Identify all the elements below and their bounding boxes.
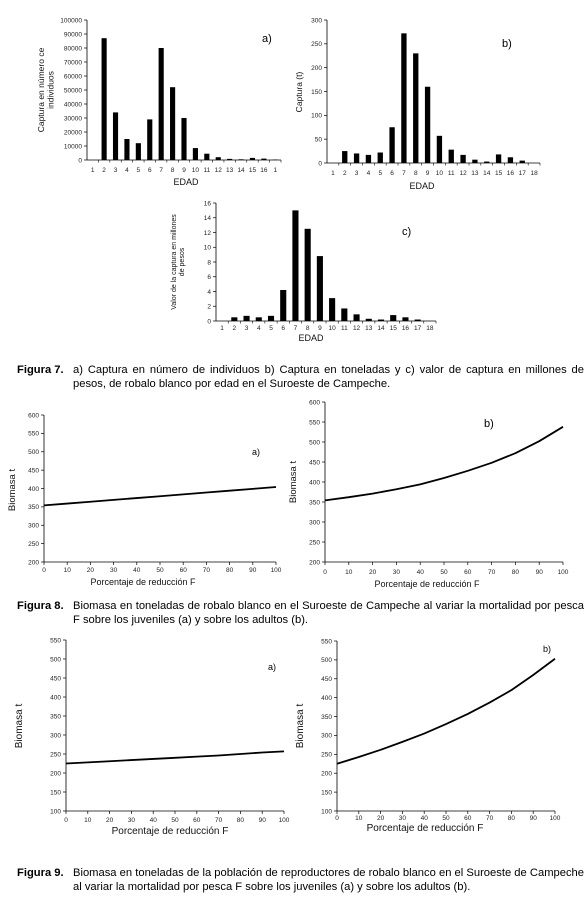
x-tick-label: 70 xyxy=(214,817,223,824)
x-tick-label: 2 xyxy=(342,170,347,177)
panel-label: a) xyxy=(262,33,272,45)
bar xyxy=(102,38,107,160)
x-axis-label: Porcentaje de reducción F xyxy=(90,577,196,587)
x-tick-label: 13 xyxy=(365,325,373,332)
bar xyxy=(181,118,186,160)
x-tick-label: 10 xyxy=(345,569,353,576)
y-tick-label: 40000 xyxy=(63,101,82,109)
y-tick-label: 0 xyxy=(78,157,82,165)
bar xyxy=(292,210,298,321)
y-tick-label: 16 xyxy=(203,200,211,208)
y-tick-label: 100 xyxy=(321,808,332,816)
x-tick-label: 7 xyxy=(402,170,406,177)
x-tick-label: 70 xyxy=(485,815,494,822)
y-tick-label: 500 xyxy=(321,657,332,665)
figure-8-caption xyxy=(17,599,584,629)
x-tick-label: 1 xyxy=(331,170,335,177)
figure-8-label: Figura 8. xyxy=(17,600,64,612)
x-tick-label: 2 xyxy=(232,325,237,332)
bar xyxy=(170,87,175,160)
bar xyxy=(329,298,335,321)
y-axis-label: Biomasa t xyxy=(288,460,299,504)
bar xyxy=(244,316,250,321)
x-tick-label: 50 xyxy=(440,569,448,576)
x-tick-label: 7 xyxy=(159,167,163,174)
x-tick-label: 70 xyxy=(487,569,496,576)
bar xyxy=(113,112,118,160)
y-tick-label: 500 xyxy=(50,656,61,664)
y-tick-label: 80000 xyxy=(63,45,82,53)
y-tick-label: 250 xyxy=(311,41,322,49)
panel-label: c) xyxy=(402,226,412,238)
x-tick-label: 13 xyxy=(226,167,234,174)
x-tick-label: 16 xyxy=(260,167,268,174)
x-tick-label: 17 xyxy=(414,325,422,332)
x-tick-label: 30 xyxy=(392,569,401,576)
y-tick-label: 250 xyxy=(28,540,39,548)
x-tick-label: 16 xyxy=(506,170,515,177)
y-tick-label: 14 xyxy=(203,215,211,223)
bar xyxy=(341,308,347,321)
panel-label: b) xyxy=(543,644,552,654)
y-tick-label: 70000 xyxy=(63,59,82,67)
y-tick-label: 90000 xyxy=(63,31,82,39)
bar xyxy=(317,256,323,321)
bar xyxy=(520,161,525,163)
x-axis-label: Porcentaje de reducción F xyxy=(374,579,480,589)
bar xyxy=(472,160,477,163)
x-tick-label: 4 xyxy=(256,325,261,332)
x-tick-label: 60 xyxy=(464,569,472,576)
bar xyxy=(413,53,418,163)
x-tick-label: 5 xyxy=(378,170,383,177)
x-tick-label: 90 xyxy=(529,815,537,822)
x-tick-label: 20 xyxy=(86,567,95,574)
x-tick-label: 80 xyxy=(236,817,245,824)
x-tick-label: 100 xyxy=(278,817,290,824)
x-tick-label: 8 xyxy=(170,167,175,174)
y-tick-label: 500 xyxy=(309,439,320,447)
x-tick-label: 50 xyxy=(156,567,164,574)
x-tick-label: 14 xyxy=(483,170,491,177)
y-tick-label: 200 xyxy=(311,64,322,72)
y-tick-label: 6 xyxy=(207,274,211,282)
y-tick-label: 0 xyxy=(207,318,211,326)
bar xyxy=(227,159,232,160)
x-tick-label: 4 xyxy=(366,170,371,177)
bar xyxy=(193,148,198,160)
y-tick-label: 60000 xyxy=(63,73,82,81)
x-tick-label: 2 xyxy=(102,167,106,174)
x-tick-label: 12 xyxy=(214,167,222,174)
chart-f7a xyxy=(0,0,294,200)
bar xyxy=(425,87,430,163)
x-tick-label: 30 xyxy=(109,567,118,574)
bar xyxy=(250,158,255,160)
bar xyxy=(124,139,129,160)
x-tick-label: 60 xyxy=(193,817,201,824)
x-tick-label: 50 xyxy=(171,817,179,824)
x-tick-label: 5 xyxy=(136,167,141,174)
series-line xyxy=(44,487,276,505)
series-line xyxy=(325,427,563,501)
y-tick-label: 20000 xyxy=(63,129,82,137)
y-tick-label: 400 xyxy=(28,485,39,493)
y-tick-label: 200 xyxy=(50,770,61,778)
x-tick-label: 0 xyxy=(64,817,68,824)
y-axis-label: Valor de la captura en millonesde pesos xyxy=(171,214,186,310)
x-tick-label: 6 xyxy=(281,325,286,332)
x-tick-label: 7 xyxy=(293,325,298,332)
bar xyxy=(136,143,141,160)
x-tick-label: 40 xyxy=(416,569,424,576)
x-tick-label: 9 xyxy=(318,325,322,332)
y-tick-label: 350 xyxy=(321,713,332,721)
figure-7-label: Figura 7. xyxy=(17,364,64,376)
x-tick-label: 70 xyxy=(202,567,211,574)
chart-f9a xyxy=(0,630,300,840)
x-tick-label: 9 xyxy=(182,167,186,174)
x-tick-label: 90 xyxy=(535,569,543,576)
series-line xyxy=(66,751,284,763)
chart-f7c xyxy=(150,195,450,355)
x-tick-label: 12 xyxy=(352,325,361,332)
y-tick-label: 550 xyxy=(309,419,320,427)
bar xyxy=(204,154,209,160)
x-tick-label: 40 xyxy=(149,817,157,824)
y-tick-label: 450 xyxy=(28,467,39,475)
bar xyxy=(238,159,243,160)
y-tick-label: 4 xyxy=(207,288,211,296)
x-tick-label: 20 xyxy=(376,815,385,822)
y-tick-label: 150 xyxy=(50,789,61,797)
chart-f9b xyxy=(286,630,588,840)
chart-f8a xyxy=(0,400,294,595)
bar xyxy=(159,48,164,160)
x-tick-label: 11 xyxy=(447,170,455,177)
y-tick-label: 50 xyxy=(314,136,322,144)
x-tick-label: 13 xyxy=(471,170,479,177)
y-axis-label: Biomasa t xyxy=(295,703,306,749)
x-tick-label: 80 xyxy=(225,567,234,574)
y-tick-label: 100 xyxy=(311,112,322,120)
x-tick-label: 9 xyxy=(425,170,430,177)
x-tick-label: 18 xyxy=(530,170,538,177)
y-tick-label: 250 xyxy=(50,751,61,759)
x-tick-label: 10 xyxy=(435,170,444,177)
x-tick-label: 50 xyxy=(442,815,450,822)
x-tick-label: 8 xyxy=(305,325,310,332)
x-axis-label: Porcentaje de reducción F xyxy=(111,826,229,837)
x-tick-label: 10 xyxy=(84,817,92,824)
bar xyxy=(402,317,408,321)
y-tick-label: 300 xyxy=(321,732,332,740)
bar xyxy=(460,155,465,163)
y-tick-label: 100 xyxy=(50,808,61,816)
x-tick-label: 16 xyxy=(401,325,410,332)
y-tick-label: 550 xyxy=(28,430,39,438)
series-line xyxy=(337,659,555,764)
y-tick-label: 250 xyxy=(309,539,320,547)
x-tick-label: 5 xyxy=(269,325,273,332)
bar xyxy=(484,162,489,163)
bar xyxy=(449,150,454,163)
y-tick-label: 450 xyxy=(309,459,320,467)
y-tick-label: 10000 xyxy=(63,143,82,151)
x-tick-label: 40 xyxy=(420,815,428,822)
y-tick-label: 150 xyxy=(321,789,332,797)
y-tick-label: 350 xyxy=(28,504,39,512)
figure-7-caption xyxy=(17,363,584,393)
x-tick-label: 100 xyxy=(270,567,282,574)
x-tick-label: 15 xyxy=(389,325,397,332)
y-tick-label: 350 xyxy=(309,499,320,507)
bar xyxy=(147,119,152,160)
x-tick-label: 90 xyxy=(249,567,257,574)
x-tick-label: 3 xyxy=(354,170,359,177)
x-tick-label: 10 xyxy=(191,167,200,174)
x-tick-label: 80 xyxy=(507,815,516,822)
y-tick-label: 300 xyxy=(309,519,320,527)
y-tick-label: 400 xyxy=(309,479,320,487)
panel-label: b) xyxy=(484,418,494,430)
panel-label: a) xyxy=(252,447,261,457)
bar xyxy=(354,153,359,163)
y-axis-label: Biomasa t xyxy=(14,703,25,749)
chart-f8b xyxy=(284,390,588,595)
x-tick-label: 14 xyxy=(237,167,245,174)
figure-7-text: a) Captura en número de individuos b) Captura en toneladas y c) valor de captura en millones de pesos, de robalo blanco por edad en el Suroeste de Campeche. xyxy=(73,364,584,390)
bar xyxy=(378,153,383,163)
y-tick-label: 400 xyxy=(50,694,61,702)
bar xyxy=(401,33,406,163)
figure-9-label: Figura 9. xyxy=(17,867,64,879)
y-axis-label: Captura en número ceindividuos xyxy=(36,47,56,133)
x-tick-label: 100 xyxy=(549,815,561,822)
y-tick-label: 500 xyxy=(28,449,39,457)
x-tick-label: 18 xyxy=(426,325,434,332)
x-tick-label: 0 xyxy=(42,567,46,574)
x-axis-label: Porcentaje de reducción F xyxy=(366,823,484,834)
bar xyxy=(437,136,442,163)
y-tick-label: 250 xyxy=(321,751,332,759)
x-tick-label: 6 xyxy=(390,170,394,177)
x-tick-label: 20 xyxy=(105,817,114,824)
y-tick-label: 12 xyxy=(203,229,211,237)
y-tick-label: 10 xyxy=(203,244,211,252)
y-tick-label: 350 xyxy=(50,713,61,721)
x-tick-label: 30 xyxy=(398,815,407,822)
panel-label: a) xyxy=(268,662,277,672)
chart-f7b xyxy=(294,0,588,200)
bar xyxy=(305,229,311,321)
y-tick-label: 550 xyxy=(50,637,61,645)
x-tick-label: 40 xyxy=(133,567,141,574)
y-tick-label: 100000 xyxy=(60,17,82,25)
x-axis-label: EDAD xyxy=(409,181,435,191)
y-tick-label: 30000 xyxy=(63,115,82,123)
bar xyxy=(508,157,513,163)
y-tick-label: 0 xyxy=(318,160,322,168)
x-tick-label: 1 xyxy=(220,325,224,332)
bar xyxy=(496,154,501,163)
y-tick-label: 300 xyxy=(28,522,39,530)
x-tick-label: 11 xyxy=(203,167,211,174)
x-tick-label: 3 xyxy=(113,167,118,174)
y-tick-label: 8 xyxy=(207,259,211,267)
y-axis-label: Biomasa t xyxy=(7,468,18,512)
y-tick-label: 600 xyxy=(309,399,320,407)
y-tick-label: 400 xyxy=(321,694,332,702)
x-tick-label: 0 xyxy=(335,815,339,822)
x-tick-label: 10 xyxy=(328,325,336,332)
x-tick-label: 6 xyxy=(147,167,152,174)
x-tick-label: 11 xyxy=(340,325,348,332)
bar xyxy=(256,317,262,321)
figure-9-text: Biomasa en toneladas de la población de reproductores de robalo blanco en el Suroeste de Campeche al variar la mortalidad por pesca F sobre los juveniles (a) y sobre los adultos (b). xyxy=(73,867,584,893)
x-tick-label: 80 xyxy=(511,569,520,576)
x-axis-label: EDAD xyxy=(173,177,199,187)
bar xyxy=(366,155,371,163)
x-axis-label: EDAD xyxy=(298,333,324,343)
bar xyxy=(280,290,286,321)
bar xyxy=(390,315,396,321)
x-tick-label: 3 xyxy=(244,325,249,332)
x-tick-label: 17 xyxy=(518,170,526,177)
y-tick-label: 450 xyxy=(321,676,332,684)
figure-8-text: Biomasa en toneladas de robalo blanco en el Suroeste de Campeche al variar la mortalidad por pesca F sobre los juveniles (a) y sobre los adultos (b). xyxy=(73,600,584,626)
x-tick-label: 14 xyxy=(377,325,385,332)
x-tick-label: 10 xyxy=(355,815,363,822)
y-tick-label: 200 xyxy=(28,559,39,567)
y-tick-label: 200 xyxy=(309,559,320,567)
bar xyxy=(231,317,237,321)
x-tick-label: 90 xyxy=(258,817,266,824)
x-tick-label: 0 xyxy=(323,569,327,576)
y-tick-label: 450 xyxy=(50,675,61,683)
y-tick-label: 550 xyxy=(321,638,332,646)
x-tick-label: 1 xyxy=(90,167,95,174)
bar xyxy=(366,319,372,321)
y-tick-label: 300 xyxy=(311,17,322,25)
bar xyxy=(261,159,266,160)
x-tick-label: 15 xyxy=(248,167,257,174)
x-tick-label: 1 xyxy=(273,167,278,174)
x-tick-label: 10 xyxy=(63,567,71,574)
bar xyxy=(378,320,384,321)
x-tick-label: 30 xyxy=(127,817,136,824)
y-tick-label: 50000 xyxy=(63,87,82,95)
bar xyxy=(354,314,360,321)
x-tick-label: 12 xyxy=(459,170,467,177)
x-tick-label: 8 xyxy=(413,170,418,177)
panel-label: b) xyxy=(502,38,512,50)
x-tick-label: 60 xyxy=(179,567,187,574)
bar xyxy=(389,127,394,163)
y-axis-label: Captura (t) xyxy=(294,71,304,113)
bar xyxy=(415,320,421,321)
y-tick-label: 300 xyxy=(50,732,61,740)
y-tick-label: 150 xyxy=(311,88,322,96)
x-tick-label: 4 xyxy=(125,167,129,174)
y-tick-label: 200 xyxy=(321,770,332,778)
figure-9-caption xyxy=(17,866,584,896)
x-tick-label: 20 xyxy=(368,569,377,576)
y-tick-label: 2 xyxy=(207,303,211,311)
y-tick-label: 600 xyxy=(28,412,39,420)
bar xyxy=(216,157,221,160)
bar xyxy=(268,316,274,321)
x-tick-label: 15 xyxy=(494,170,503,177)
bar xyxy=(342,151,347,163)
x-tick-label: 100 xyxy=(557,569,569,576)
x-tick-label: 60 xyxy=(464,815,472,822)
